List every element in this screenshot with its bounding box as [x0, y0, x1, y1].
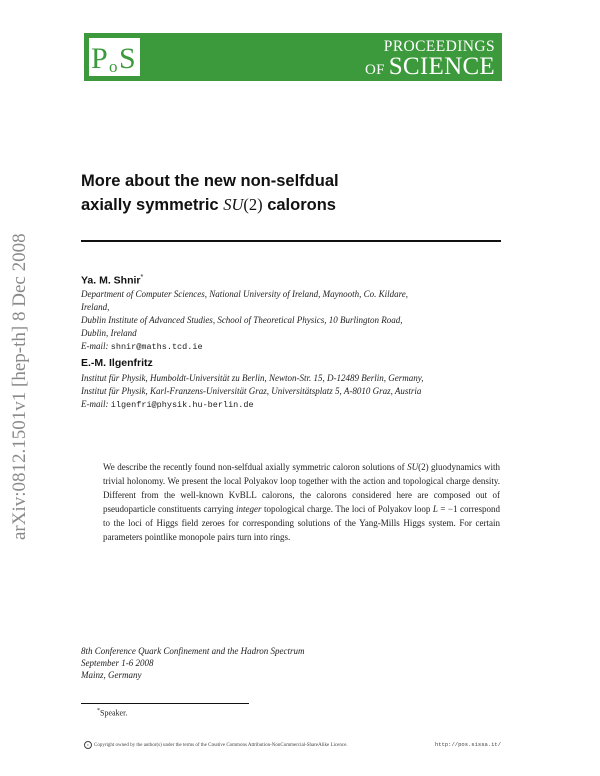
author-email: E-mail: shnir@maths.tcd.ie: [81, 341, 203, 352]
svg-text:o: o: [109, 57, 118, 76]
arxiv-stamp: arXiv:0812.1501v1 [hep-th] 8 Dec 2008: [9, 233, 30, 540]
banner-science: SCIENCE: [388, 53, 495, 80]
author-name: E.-M. Ilgenfritz: [81, 357, 153, 369]
footnote: *Speaker.: [97, 708, 128, 718]
copyright-notice: c Copyright owned by the author(s) under the terms of the Creative Commons Attribution-NonCommercial-ShareAlike Licence.: [84, 741, 348, 749]
author-affiliation: Department of Computer Sciences, National University of Ireland, Maynooth, Co. Kildare, Ireland, Dublin Institute of Advanced Studies, School of Theoretical Physics, 10 Burlington Road, Dublin, Ireland E-mail: shnir@maths.tcd.ie: [81, 288, 501, 354]
abstract: We describe the recently found non-selfdual axially symmetric caloron solutions of SU(2) gluodynamics with trivial holonomy. We present the local Polyakov loop together with the action and topological charge density. Different from the well-known KvBLL calorons, the calorons considered here are composed out of pseudoparticle constituents carrying integer topological charge. The loci of Polyakov loop L = −1 correspond to the loci of Higgs field zeroes for corresponding solutions of the Yang-Mills Higgs system. For certain parameters pointlike monopole pairs turn into rings.: [103, 462, 500, 542]
banner-of-science: [365, 53, 495, 81]
title-math-arg: (2): [243, 195, 263, 214]
author-email: E-mail: ilgenfri@physik.hu-berlin.de: [81, 399, 254, 410]
svg-text:P: P: [91, 42, 108, 75]
footnote-rule: [81, 703, 249, 704]
title-line-2: [81, 193, 339, 217]
title-text: axially symmetric: [81, 196, 224, 214]
author-name: Ya. M. Shnir*: [81, 274, 144, 287]
conference-info: 8th Conference Quark Confinement and the Hadron Spectrum September 1-6 2008 Mainz, Germany: [81, 646, 305, 680]
banner-proceedings: PROCEEDINGS: [383, 38, 495, 55]
svg-text:S: S: [119, 42, 136, 75]
paper-title: [81, 170, 339, 217]
title-math-su: SU: [223, 195, 244, 214]
pos-url-link[interactable]: http://pos.sissa.it/: [434, 741, 501, 748]
author-affiliation: Institut für Physik, Humboldt-Universität zu Berlin, Newton-Str. 15, D-12489 Berlin, Germany, Institut für Physik, Karl-Franzens-Universität Graz, Universitätsplatz 5, A-8010 Graz, Austria E-mail: ilgenfri@physik.hu-berlin.de: [81, 372, 501, 412]
speaker-mark: *: [140, 274, 144, 281]
title-line-1: More about the new non-selfdual: [81, 172, 339, 190]
banner-of: OF: [364, 62, 385, 78]
title-rule: [81, 240, 501, 242]
pos-logo: [89, 38, 140, 76]
pos-banner: [84, 33, 502, 81]
copyright-icon: c: [84, 741, 92, 749]
title-text-end: calorons: [262, 196, 336, 214]
